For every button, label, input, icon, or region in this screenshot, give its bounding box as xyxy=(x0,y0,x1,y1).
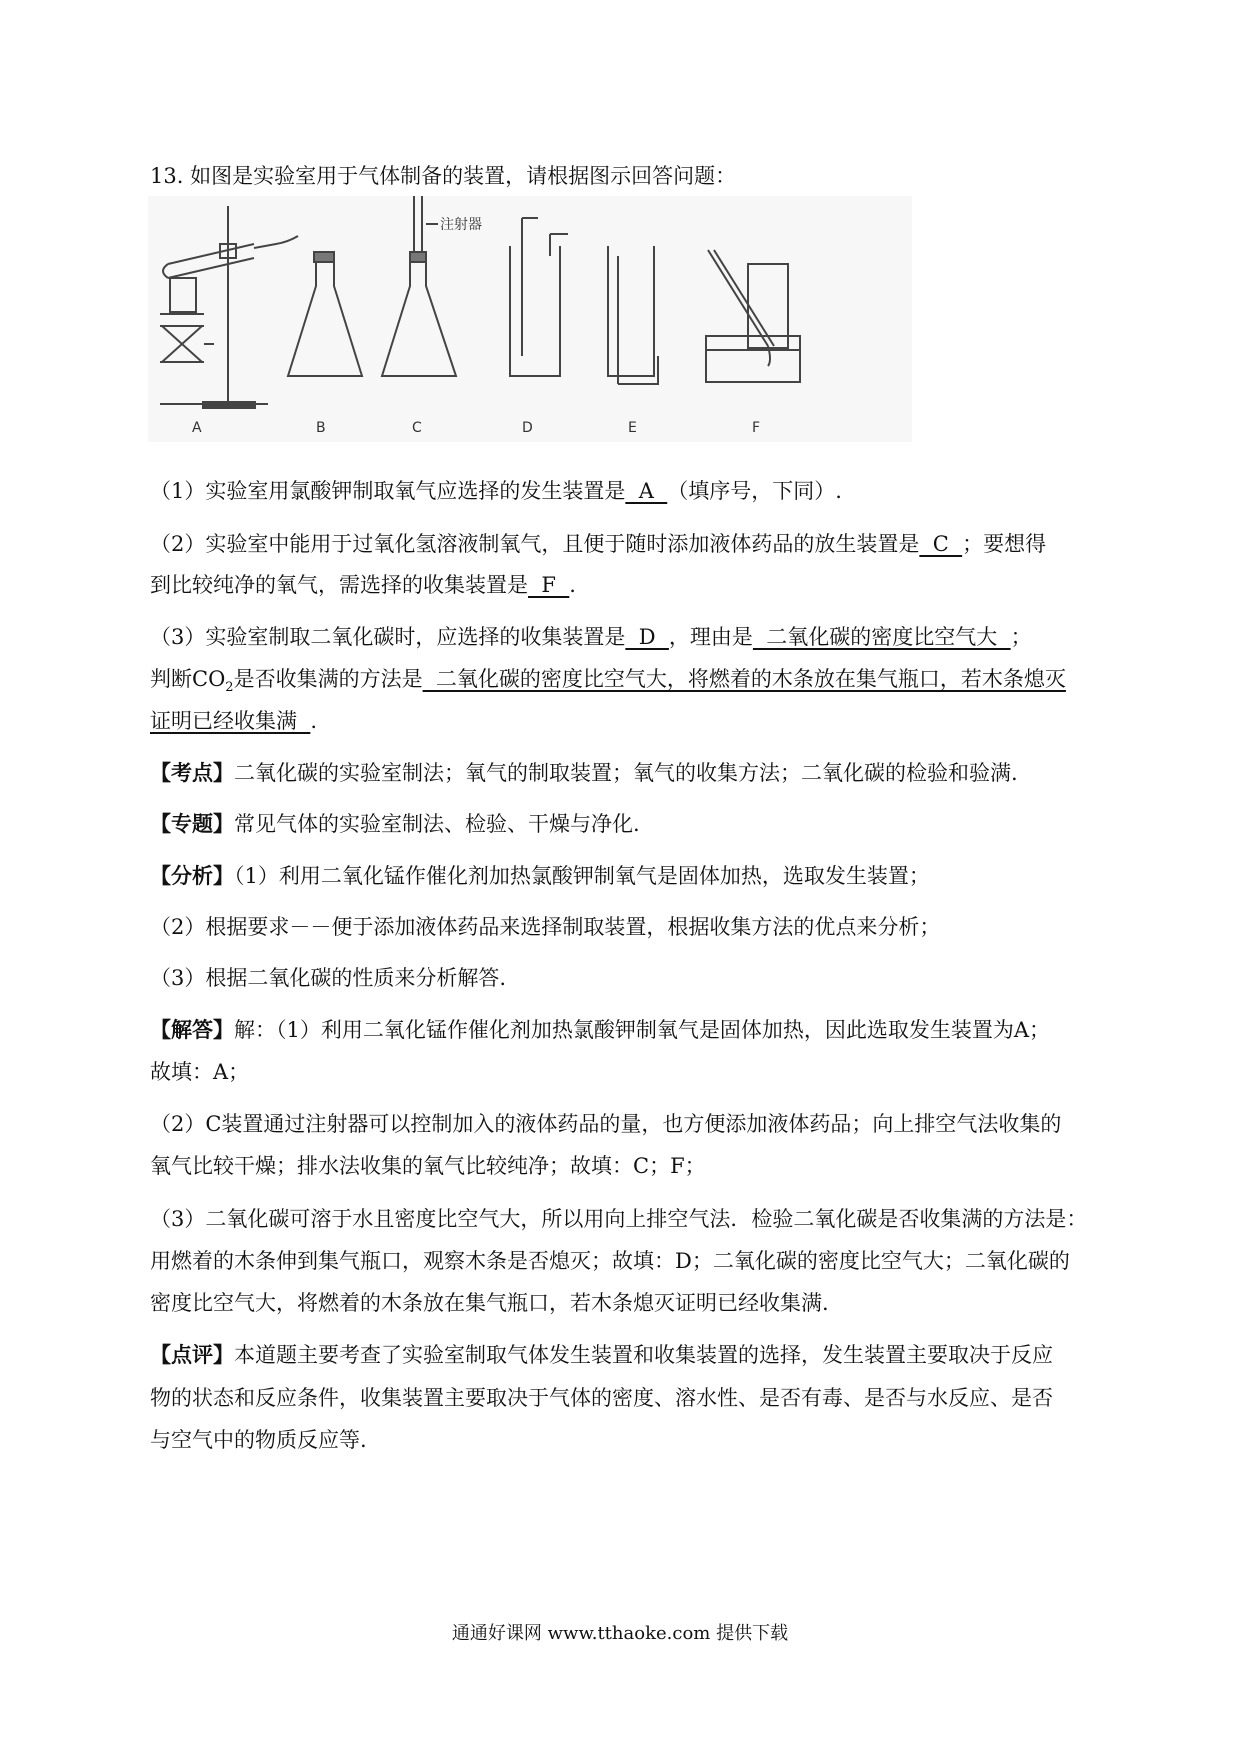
q2-text: （2）实验室中能用于过氧化氢溶液制氧气，且便于随时添加液体药品的放生装置是 xyxy=(150,532,920,556)
fenxi-line1 xyxy=(150,863,1100,889)
q3-answer-1: D xyxy=(625,625,669,649)
dianping-line1 xyxy=(150,1342,1100,1368)
q1-line xyxy=(150,478,1100,504)
kaodian-tag: 【考点】 xyxy=(150,760,234,785)
jieda-line7: 密度比空气大，将燃着的木条放在集气瓶口，若木条熄灭证明已经收集满. xyxy=(150,1291,829,1315)
jieda-line3: （2）C装置通过注射器可以控制加入的液体药品的量，也方便添加液体药品；向上排空气法收集的 xyxy=(150,1112,1062,1136)
co2-formula: CO xyxy=(192,667,226,691)
dianping-tag: 【点评】 xyxy=(150,1342,234,1367)
q3-answer-3a: 二氧化碳的密度比空气大，将燃着的木条放在集气瓶口，若木条熄灭 xyxy=(422,667,1066,691)
zhuanti-text: 常见气体的实验室制法、检验、干燥与净化. xyxy=(234,812,640,836)
q2-answer-1: C xyxy=(919,532,963,556)
q3-line1 xyxy=(150,624,1100,650)
apparatus-figure xyxy=(148,196,912,442)
q3-text-d: 判断 xyxy=(150,667,192,691)
fenxi-text-1: （1）利用二氧化锰作催化剂加热氯酸钾制氧气是固体加热，选取发生装置； xyxy=(234,864,930,888)
q2-line2 xyxy=(150,572,1100,598)
zhuanti-tag: 【专题】 xyxy=(150,811,234,836)
zhuanti-line xyxy=(150,811,1100,837)
jieda-line4: 氧气比较干燥；排水法收集的氧气比较纯净；故填：C；F； xyxy=(150,1154,706,1178)
jieda-line6: 用燃着的木条伸到集气瓶口，观察木条是否熄灭；故填：D；二氧化碳的密度比空气大；二氧化碳的 xyxy=(150,1249,1070,1273)
q3-text-b: ，理由是 xyxy=(668,625,753,649)
q1-answer: A xyxy=(625,479,668,503)
label-a: A xyxy=(192,420,202,436)
question-text: 如图是实验室用于气体制备的装置，请根据图示回答问题： xyxy=(190,164,737,188)
dianping-line2: 物的状态和反应条件，收集装置主要取决于气体的密度、溶水性、是否有毒、是否与水反应、是否 xyxy=(150,1386,1053,1410)
jieda-line1 xyxy=(150,1017,1100,1043)
syringe-callout: 注射器 xyxy=(440,217,482,233)
footer-credit: 通通好课网 www.tthaoke.com 提供下载 xyxy=(451,1623,789,1644)
question-number: 13. xyxy=(150,164,184,188)
q3-line3 xyxy=(150,708,1100,734)
q3-answer-3b: 证明已经收集满 xyxy=(150,709,311,733)
label-d: D xyxy=(522,420,533,436)
label-c: C xyxy=(412,420,422,436)
dianping-text-1: 本道题主要考查了实验室制取气体发生装置和收集装置的选择，发生装置主要取决于反应 xyxy=(234,1343,1053,1367)
q3-answer-2: 二氧化碳的密度比空气大 xyxy=(752,625,1011,649)
kaodian-text: 二氧化碳的实验室制法；氧气的制取装置；氧气的收集方法；二氧化碳的检验和验满. xyxy=(234,761,1018,785)
q3-line2 xyxy=(150,666,1100,701)
kaodian-line xyxy=(150,760,1100,786)
q3-text-f: . xyxy=(310,709,318,733)
fenxi-line2: （2）根据要求－－便于添加液体药品来选择制取装置，根据收集方法的优点来分析； xyxy=(150,915,941,939)
q3-text: （3）实验室制取二氧化碳时，应选择的收集装置是 xyxy=(150,625,626,649)
q2-line1 xyxy=(150,531,1100,557)
jieda-tag: 【解答】 xyxy=(150,1017,234,1042)
jieda-text-1: 解：（1）利用二氧化锰作催化剂加热氯酸钾制氧气是固体加热，因此选取发生装置为A； xyxy=(234,1018,1051,1042)
jieda-line2: 故填：A； xyxy=(150,1060,250,1084)
label-e: E xyxy=(628,420,637,436)
q2-text-c: 到比较纯净的氧气，需选择的收集装置是 xyxy=(150,573,528,597)
jieda-line5: （3）二氧化碳可溶于水且密度比空气大，所以用向上排空气法．检验二氧化碳是否收集满的方法是： xyxy=(150,1207,1088,1231)
label-f: F xyxy=(752,420,761,436)
q2-text-b: ；要想得 xyxy=(962,532,1047,556)
q3-text-e: 是否收集满的方法是 xyxy=(233,667,423,691)
label-b: B xyxy=(316,420,326,436)
q2-answer-2: F xyxy=(528,573,570,597)
q1-text: （1）实验室用氯酸钾制取氧气应选择的发生装置是 xyxy=(150,479,626,503)
dianping-line3: 与空气中的物质反应等. xyxy=(150,1428,367,1452)
question-prompt xyxy=(150,163,1100,189)
co2-subscript: 2 xyxy=(225,680,234,696)
fenxi-line3: （3）根据二氧化碳的性质来分析解答. xyxy=(150,966,507,990)
fenxi-tag: 【分析】 xyxy=(150,863,234,888)
q3-text-c: ； xyxy=(1010,625,1032,649)
q1-suffix: （填序号，下同）. xyxy=(667,479,842,503)
q2-text-d: . xyxy=(569,573,576,597)
